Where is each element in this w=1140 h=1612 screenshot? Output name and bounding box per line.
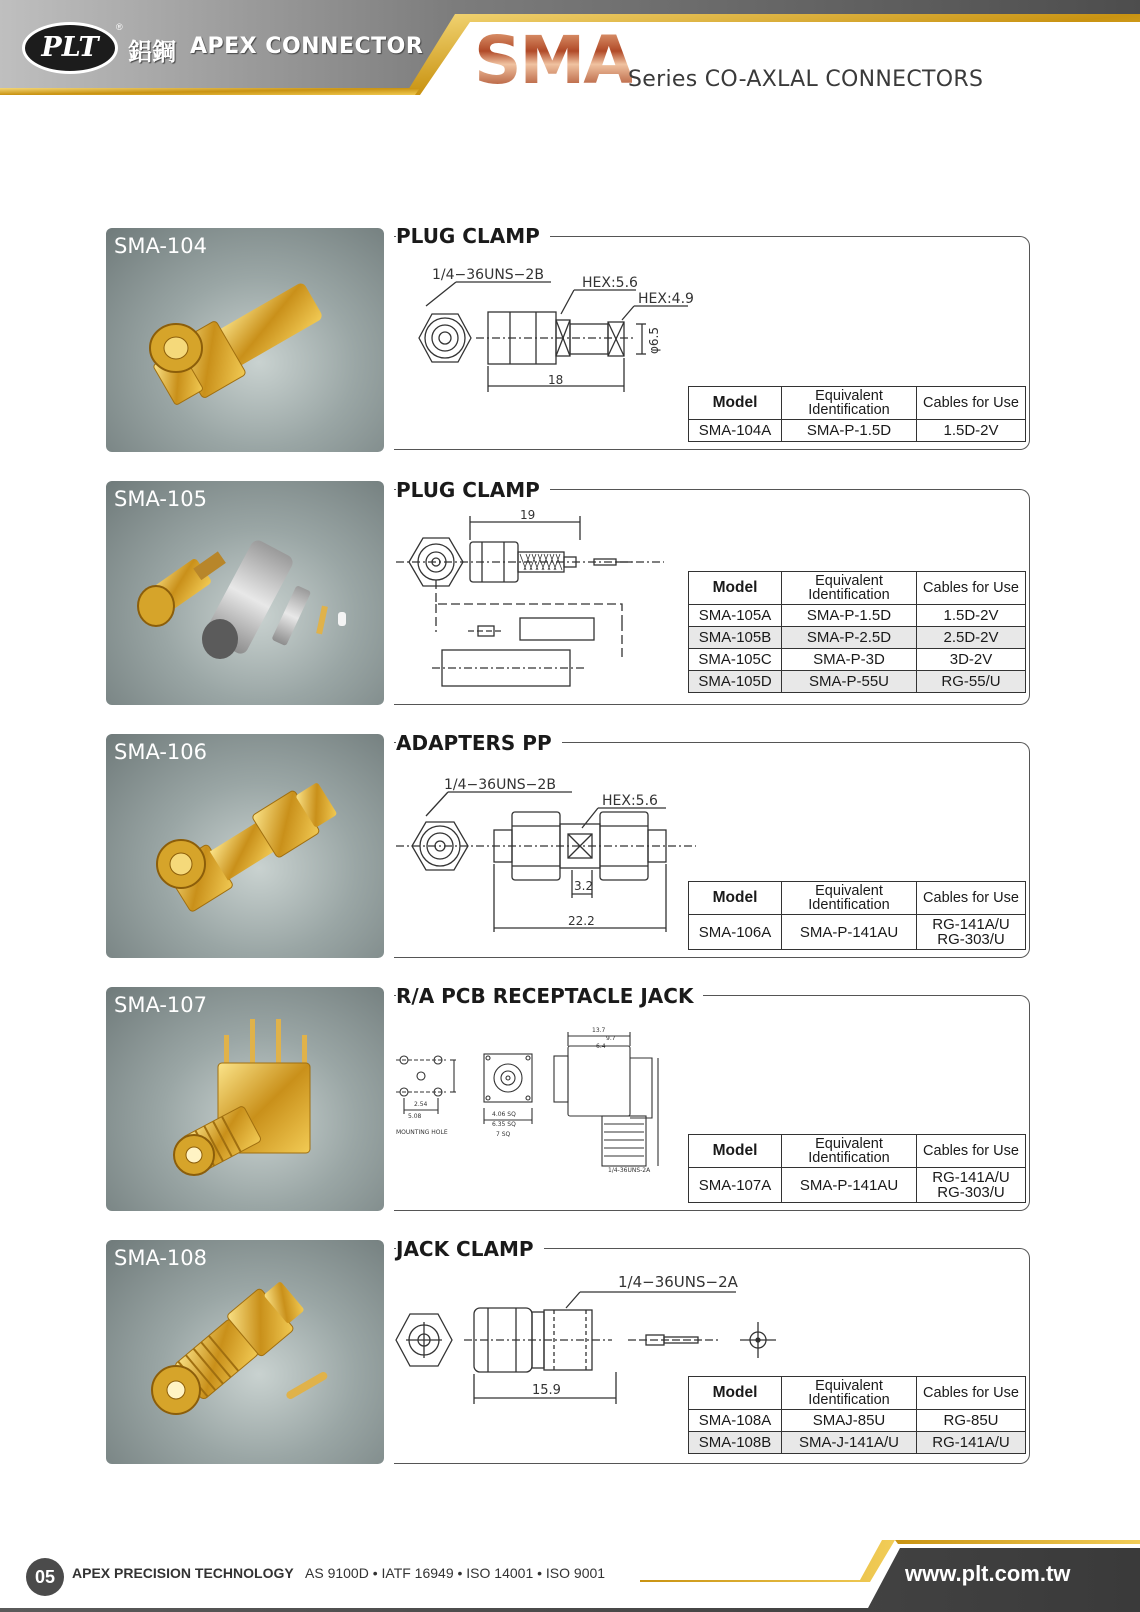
length-dim: 18 bbox=[548, 373, 564, 387]
section-title: R/A PCB RECEPTACLE JACK bbox=[396, 984, 703, 1008]
cell-cables: RG-85U bbox=[917, 1410, 1026, 1432]
dim-text: 6.35 SQ bbox=[492, 1121, 516, 1128]
dim-text: 5.08 bbox=[408, 1113, 422, 1120]
hex-dim: HEX:5.6 bbox=[582, 275, 638, 291]
website-link[interactable]: www.plt.com.tw bbox=[905, 1561, 1071, 1586]
cell-equiv: SMA-P-55U bbox=[782, 671, 917, 693]
product-label: SMA-104 bbox=[114, 234, 208, 258]
cell-model: SMA-104A bbox=[689, 420, 782, 442]
spec-table bbox=[688, 1134, 1026, 1203]
col-model: Model bbox=[689, 882, 782, 915]
cell-model: SMA-105A bbox=[689, 605, 782, 627]
spec-table bbox=[688, 571, 1026, 693]
cell-cables: RG-141A/U RG-303/U bbox=[917, 915, 1026, 950]
product-photo bbox=[106, 228, 384, 452]
thread-spec: 1/4-36UNS-2A bbox=[608, 1167, 651, 1174]
hex-dim: HEX:4.9 bbox=[638, 291, 694, 307]
cell-equiv: SMA-P-2.5D bbox=[782, 627, 917, 649]
product-photo bbox=[106, 987, 384, 1211]
col-equivalent: Equivalent Identification bbox=[782, 882, 917, 915]
cell-equiv: SMA-P-141AU bbox=[782, 915, 917, 950]
col-equivalent: Equivalent Identification bbox=[782, 387, 917, 420]
table-row bbox=[689, 420, 1026, 442]
spec-table bbox=[688, 881, 1026, 950]
table-row bbox=[689, 605, 1026, 627]
sma-jack-clamp-image bbox=[106, 1240, 384, 1464]
technical-drawing bbox=[396, 262, 716, 412]
product-photo bbox=[106, 1240, 384, 1464]
cell-equiv: SMA-P-1.5D bbox=[782, 605, 917, 627]
product-label: SMA-105 bbox=[114, 487, 208, 511]
cell-cables: RG-141A/U bbox=[917, 1432, 1026, 1454]
cell-equiv: SMA-P-3D bbox=[782, 649, 917, 671]
cell-model: SMA-108A bbox=[689, 1410, 782, 1432]
spec-table bbox=[688, 1376, 1026, 1454]
technical-drawing bbox=[396, 1018, 716, 1178]
mounting-hole-label: MOUNTING HOLE bbox=[396, 1129, 448, 1136]
col-equivalent: Equivalent Identification bbox=[782, 572, 917, 605]
section-title: ADAPTERS PP bbox=[396, 731, 562, 755]
col-model: Model bbox=[689, 387, 782, 420]
dim-text: 4.06 SQ bbox=[492, 1111, 516, 1118]
series-title: Series CO-AXLAL CONNECTORS bbox=[628, 67, 984, 92]
product-label: SMA-106 bbox=[114, 740, 208, 764]
col-cables: Cables for Use bbox=[917, 387, 1026, 420]
table-row bbox=[689, 671, 1026, 693]
registered-mark: ® bbox=[116, 22, 123, 32]
col-cables: Cables for Use bbox=[917, 1135, 1026, 1168]
cell-equiv: SMA-P-1.5D bbox=[782, 420, 917, 442]
thread-spec: 1/4−36UNS−2B bbox=[432, 267, 544, 283]
cell-model: SMA-105B bbox=[689, 627, 782, 649]
cell-cables: RG-141A/U RG-303/U bbox=[917, 1168, 1026, 1203]
cell-cables: 1.5D-2V bbox=[917, 605, 1026, 627]
sma-pcb-jack-image bbox=[106, 987, 384, 1211]
cell-cables: RG-55/U bbox=[917, 671, 1026, 693]
cell-model: SMA-107A bbox=[689, 1168, 782, 1203]
dim-text: 7 SQ bbox=[496, 1131, 511, 1138]
thread-spec: 1/4−36UNS−2B bbox=[444, 777, 556, 793]
product-label: SMA-107 bbox=[114, 993, 208, 1017]
cell-equiv: SMA-J-141A/U bbox=[782, 1432, 917, 1454]
cell-model: SMA-105D bbox=[689, 671, 782, 693]
cell-cables: 2.5D-2V bbox=[917, 627, 1026, 649]
footer-certifications: AS 9100D • IATF 16949 • ISO 14001 • ISO 9001 bbox=[305, 1565, 606, 1581]
cell-cables: 1.5D-2V bbox=[917, 420, 1026, 442]
col-equivalent: Equivalent Identification bbox=[782, 1377, 917, 1410]
section-title: PLUG CLAMP bbox=[396, 478, 550, 502]
dim-text: 13.7 bbox=[592, 1027, 606, 1034]
product-photo bbox=[106, 734, 384, 958]
col-model: Model bbox=[689, 1135, 782, 1168]
diameter-dim: φ6.5 bbox=[647, 327, 661, 354]
col-cables: Cables for Use bbox=[917, 882, 1026, 915]
sma-plug-kit-image bbox=[106, 481, 384, 705]
dim-text: 9.7 bbox=[606, 1035, 616, 1042]
gap-dim: 3.2 bbox=[574, 879, 594, 893]
plt-logo: PLT bbox=[22, 22, 118, 74]
cell-equiv: SMAJ-85U bbox=[782, 1410, 917, 1432]
table-row bbox=[689, 915, 1026, 950]
length-dim: 19 bbox=[520, 508, 536, 522]
cell-cables: 3D-2V bbox=[917, 649, 1026, 671]
cell-model: SMA-105C bbox=[689, 649, 782, 671]
cell-equiv: SMA-P-141AU bbox=[782, 1168, 917, 1203]
page-number: 05 bbox=[26, 1558, 64, 1596]
col-model: Model bbox=[689, 1377, 782, 1410]
technical-drawing bbox=[396, 510, 716, 700]
section-title: PLUG CLAMP bbox=[396, 224, 550, 248]
footer-company: APEX PRECISION TECHNOLOGY bbox=[72, 1565, 294, 1581]
spec-table bbox=[688, 386, 1026, 442]
table-row bbox=[689, 1432, 1026, 1454]
dim-text: 2.54 bbox=[414, 1101, 428, 1108]
length-dim: 22.2 bbox=[568, 914, 595, 928]
brand-chinese-name: 鋁鋼 bbox=[128, 39, 176, 66]
product-photo bbox=[106, 481, 384, 705]
table-row bbox=[689, 627, 1026, 649]
col-equivalent: Equivalent Identification bbox=[782, 1135, 917, 1168]
series-logo: SMA bbox=[474, 22, 633, 99]
section-title: JACK CLAMP bbox=[396, 1237, 544, 1261]
sma-plug-clamp-image bbox=[106, 228, 384, 452]
cell-model: SMA-108B bbox=[689, 1432, 782, 1454]
thread-spec: 1/4−36UNS−2A bbox=[618, 1273, 738, 1291]
table-row bbox=[689, 1168, 1026, 1203]
col-cables: Cables for Use bbox=[917, 1377, 1026, 1410]
product-label: SMA-108 bbox=[114, 1246, 208, 1270]
col-cables: Cables for Use bbox=[917, 572, 1026, 605]
col-model: Model bbox=[689, 572, 782, 605]
hex-dim: HEX:5.6 bbox=[602, 793, 658, 809]
dim-text: 6.4 bbox=[596, 1043, 606, 1050]
cell-model: SMA-106A bbox=[689, 915, 782, 950]
length-dim: 15.9 bbox=[532, 1383, 561, 1398]
table-row bbox=[689, 1410, 1026, 1432]
brand-name: APEX CONNECTOR bbox=[190, 34, 424, 59]
technical-drawing bbox=[396, 760, 716, 940]
sma-adapter-image bbox=[106, 734, 384, 958]
table-row bbox=[689, 649, 1026, 671]
